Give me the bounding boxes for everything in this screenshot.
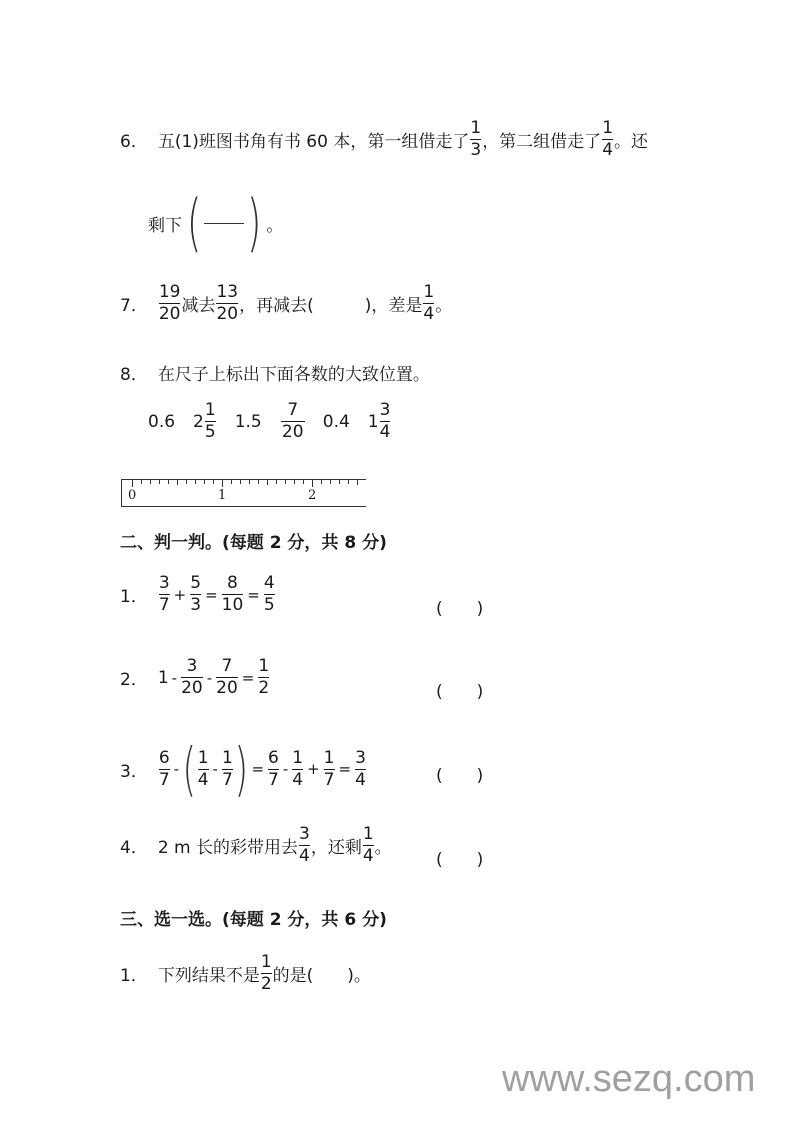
ruler[interactable]: [121, 479, 366, 507]
ruler-tick: [357, 480, 358, 485]
ruler-tick: [339, 480, 340, 484]
ruler-tick: [267, 480, 268, 485]
ruler-tick: [177, 480, 178, 485]
ruler-label: 0: [128, 488, 137, 503]
ruler-tick: [348, 480, 349, 484]
left-paren-icon: (: [186, 186, 202, 259]
fraction: $\frac{6}{7}$: [158, 747, 170, 790]
fraction: $\frac{3}{20}$: [181, 656, 203, 698]
operator: -: [282, 760, 289, 778]
ruler-tick: [285, 480, 286, 484]
fraction-bar: [204, 223, 244, 224]
question-8: [120, 360, 430, 385]
ruler-tick: [294, 480, 295, 484]
question-text: ，还剩: [310, 838, 362, 858]
ruler-tick: [213, 480, 214, 484]
answer-blank-fraction[interactable]: [182, 186, 266, 259]
watermark: www.sezq.com: [502, 1058, 756, 1100]
section-2-heading: 二、判一判。(每题 2 分，共 8 分): [120, 533, 387, 553]
ruler-tick: [141, 480, 142, 484]
fraction: $\frac{5}{3}$: [190, 573, 202, 615]
fraction: $\frac{3}{4}$: [355, 747, 366, 790]
question-text: ，第二组借走了: [482, 132, 602, 152]
section-3-heading: 三、选一选。(每题 2 分，共 6 分): [120, 910, 387, 930]
operator: -: [173, 760, 180, 778]
number-list: [148, 400, 409, 443]
right-paren-icon: ): [234, 735, 248, 803]
ruler-label: 1: [218, 488, 227, 503]
answer-blank[interactable]: ( ): [436, 850, 484, 870]
operator: +: [173, 585, 187, 604]
operator: =: [205, 585, 218, 604]
fraction: $\frac{3}{4}$: [299, 824, 310, 866]
question-number: 7．: [120, 296, 148, 316]
question-text: 。还: [614, 132, 649, 152]
value-decimal: 0.6: [148, 411, 176, 432]
fraction: $\frac{1}{4}$: [197, 747, 209, 790]
operator: +: [307, 760, 320, 778]
question-number: 1．: [120, 966, 148, 986]
operator: =: [338, 760, 352, 778]
ruler-tick: [168, 480, 169, 484]
operator: =: [251, 760, 265, 778]
value-mixed: 2 $\frac{1}{5}$: [193, 400, 216, 442]
fraction: $\frac{1}{3}$: [470, 118, 482, 160]
question-number: 2．: [120, 670, 148, 690]
ruler-tick: [150, 480, 151, 484]
answer-blank[interactable]: ( ): [436, 599, 484, 619]
ruler-tick: [132, 480, 133, 487]
fraction: $\frac{6}{7}$: [268, 747, 279, 790]
ruler-tick: [159, 480, 160, 484]
value-mixed: 1 $\frac{3}{4}$: [367, 400, 391, 442]
question-text: 。: [374, 838, 392, 858]
question-text[interactable]: 的是( )。: [272, 966, 371, 986]
ruler-tick: [222, 480, 223, 487]
ruler-tick: [258, 480, 259, 484]
question-number: 4．: [120, 838, 148, 858]
answer-blank[interactable]: ( ): [436, 766, 484, 786]
judge-item-2: [120, 656, 270, 699]
question-number: 6．: [120, 132, 148, 152]
question-text: 。: [435, 296, 453, 316]
fraction: $\frac{7}{20}$: [216, 656, 238, 698]
ruler-tick: [231, 480, 232, 484]
choice-item-1: [120, 952, 371, 995]
operator: -: [212, 760, 218, 778]
question-7: [120, 282, 452, 325]
operator: -: [206, 668, 213, 687]
ruler-tick: [330, 480, 331, 484]
left-paren-icon: (: [182, 735, 197, 803]
ruler-tick: [249, 480, 250, 484]
ruler-tick: [312, 480, 313, 487]
question-text: 下列结果不是: [157, 966, 260, 986]
fraction: $\frac{1}{2}$: [260, 952, 272, 994]
operator: -: [171, 668, 178, 687]
fraction: $\frac{1}{7}$: [221, 747, 233, 790]
value-decimal: 1.5: [234, 411, 262, 432]
fraction: $\frac{19}{20}$: [158, 282, 181, 324]
ruler-tick: [186, 480, 187, 484]
ruler-label: 2: [308, 488, 317, 503]
answer-blank[interactable]: ( ): [436, 682, 484, 702]
fraction: $\frac{1}{4}$: [362, 824, 374, 866]
question-number: 1．: [120, 587, 148, 607]
question-text: 减去: [181, 296, 216, 316]
question-6-line2: [148, 186, 284, 259]
question-number: 3．: [120, 761, 148, 782]
ruler-tick: [276, 480, 277, 484]
fraction: $\frac{3}{7}$: [158, 573, 170, 615]
ruler-tick: [303, 480, 304, 484]
question-text: 2 m 长的彩带用去: [157, 838, 299, 858]
question-number: 8．: [120, 365, 148, 385]
judge-item-4: [120, 824, 392, 867]
whole-number: 1: [157, 667, 169, 688]
value-decimal: 0.4: [322, 411, 350, 432]
fraction: $\frac{1}{4}$: [292, 747, 304, 790]
period: 。: [266, 215, 284, 236]
question-text: 在尺子上标出下面各数的大致位置。: [157, 365, 430, 385]
ruler-tick: [240, 480, 241, 484]
judge-item-1: [120, 573, 276, 616]
judge-item-3: [120, 735, 367, 803]
operator: =: [241, 668, 255, 687]
fraction: $\frac{8}{10}$: [221, 573, 244, 615]
right-paren-icon: ): [247, 186, 262, 259]
operator: =: [247, 585, 260, 604]
question-text: 剩下: [148, 215, 182, 236]
ruler-tick: [204, 480, 205, 484]
ruler-tick: [195, 480, 196, 484]
question-text[interactable]: ，再减去( )，差是: [239, 296, 423, 316]
ruler-tick: [321, 480, 322, 484]
fraction: $\frac{1}{2}$: [258, 656, 270, 698]
fraction: $\frac{4}{5}$: [263, 573, 275, 615]
question-6-line1: [120, 118, 648, 161]
value-fraction: $\frac{7}{20}$: [281, 400, 304, 442]
fraction: $\frac{1}{4}$: [423, 282, 435, 324]
fraction: $\frac{1}{7}$: [323, 747, 335, 790]
fraction: $\frac{1}{4}$: [602, 118, 614, 160]
fraction: $\frac{13}{20}$: [216, 282, 239, 324]
question-text: 五(1)班图书角有书 60 本，第一组借走了: [157, 132, 470, 152]
